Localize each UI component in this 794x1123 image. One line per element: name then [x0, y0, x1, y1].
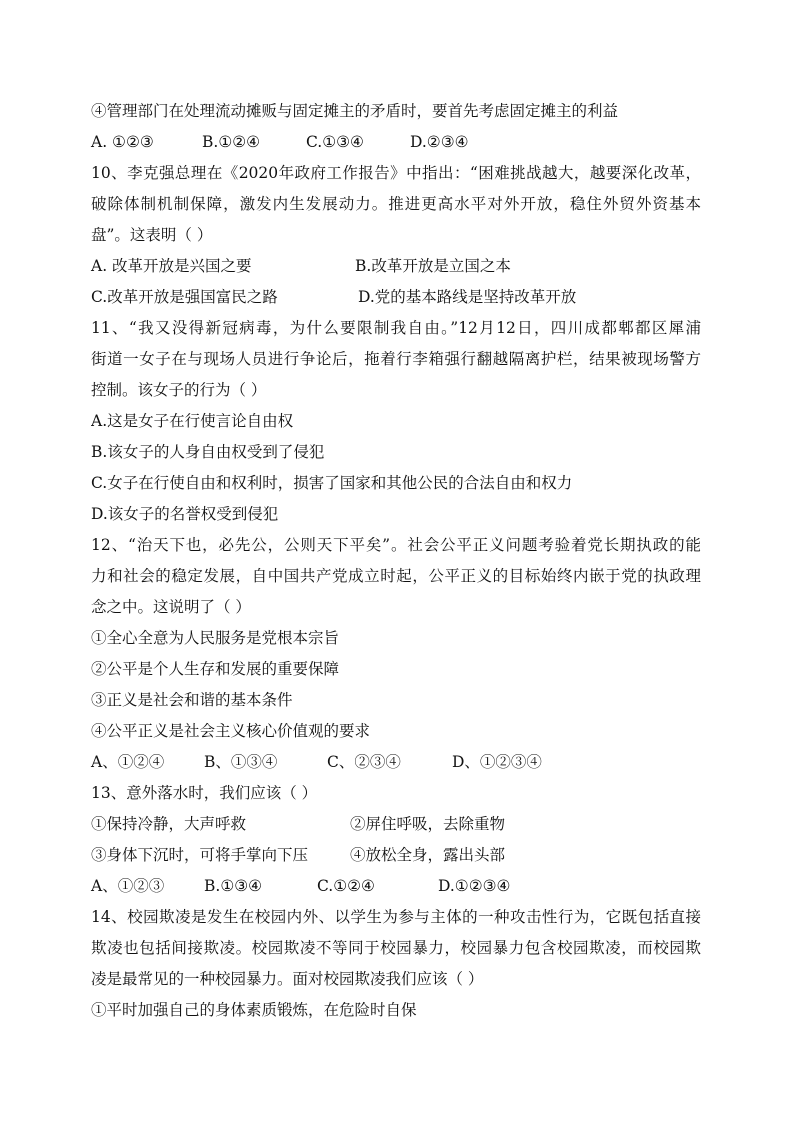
- q12-stem-line-2: 力和社会的稳定发展，自中国共产党成立时起，公平正义的目标始终内嵌于党的执政理: [91, 567, 701, 585]
- q13-items-row-1: [91, 809, 701, 840]
- q12-item-1: ①全心全意为人民服务是党根本宗旨: [91, 629, 340, 647]
- q10-option-b: B.改革开放是立国之本: [355, 257, 511, 275]
- q13-options: [91, 871, 701, 902]
- q12-stem-line-3: 念之中。这说明了（ ）: [91, 598, 251, 616]
- q13-stem: 13、意外落水时，我们应该（ ）: [91, 784, 318, 802]
- q13-item-3: ③身体下沉时，可将手掌向下压: [91, 846, 309, 864]
- q12-option-c: C、②③④: [327, 753, 401, 771]
- q11-option-c: C.女子在行使自由和权利时，损害了国家和其他公民的合法自由和权力: [91, 474, 573, 492]
- q10-stem-line-1: 10、李克强总理在《2020年政府工作报告》中指出：“困难挑战越大，越要深化改革，: [91, 164, 701, 182]
- q12-item-4: ④公平正义是社会主义核心价值观的要求: [91, 722, 371, 740]
- q10-option-a: A. 改革开放是兴国之要: [91, 257, 252, 275]
- prev-option-b: B.①②④: [202, 133, 261, 151]
- q12-option-d: D、①②③④: [452, 753, 542, 771]
- q11-option-d: D.该女子的名誉权受到侵犯: [91, 505, 279, 523]
- q13-option-a: A、①②③: [91, 877, 165, 895]
- prev-option-d: D.②③④: [410, 133, 469, 151]
- exam-content: [91, 96, 701, 1026]
- q13-option-d: D.①②③④: [438, 877, 511, 895]
- q10-option-c: C.改革开放是强国富民之路: [91, 288, 278, 306]
- prev-option-a: A. ①②③: [91, 133, 154, 151]
- q10-options-row-2: [91, 282, 701, 313]
- q14-stem-line-2: 欺凌也包括间接欺凌。校园欺凌不等同于校园暴力，校园暴力包含校园欺凌，而校园欺: [91, 939, 701, 957]
- q12-option-b: B、①③④: [204, 753, 278, 771]
- q12-options: [91, 747, 701, 778]
- prev-question-options: [91, 127, 701, 158]
- q12-option-a: A、①②④: [91, 753, 165, 771]
- q14-stem-line-1: 14、校园欺凌是发生在校园内外、以学生为参与主体的一种攻击性行为，它既包括直接: [91, 908, 701, 926]
- q11-stem-line-2: 街道一女子在与现场人员进行争论后，拖着行李箱强行翻越隔离护栏，结果被现场警方: [91, 350, 701, 368]
- q13-item-2: ②屏住呼吸，去除重物: [350, 815, 506, 833]
- prev-option-c: C.①③④: [306, 133, 364, 151]
- q13-item-1: ①保持冷静，大声呼救: [91, 815, 247, 833]
- q13-items-row-2: [91, 840, 701, 871]
- q12-item-2: ②公平是个人生存和发展的重要保障: [91, 660, 340, 678]
- q13-option-b: B.①③④: [204, 877, 263, 895]
- q11-stem-line-1: 11、“我又没得新冠病毒，为什么要限制我自由。”12月12日，四川成都郫都区犀浦: [91, 319, 701, 337]
- q11-option-b: B.该女子的人身自由权受到了侵犯: [91, 443, 325, 461]
- q12-stem-line-1: 12、“治天下也，必先公，公则天下平矣”。社会公平正义问题考验着党长期执政的能: [91, 536, 701, 554]
- q11-option-a: A.这是女子在行使言论自由权: [91, 412, 294, 430]
- q10-option-d: D.党的基本路线是坚持改革开放: [358, 288, 577, 306]
- q12-item-3: ③正义是社会和谐的基本条件: [91, 691, 293, 709]
- q10-stem-line-2: 破除体制机制保障，激发内生发展动力。推进更高水平对外开放，稳住外贸外资基本: [91, 195, 701, 213]
- q13-item-4: ④放松全身，露出头部: [350, 846, 506, 864]
- q13-option-c: C.①②④: [317, 877, 375, 895]
- q10-options-row-1: [91, 251, 701, 282]
- q10-stem-line-3: 盘”。这表明（ ）: [91, 226, 213, 244]
- q11-stem-line-3: 控制。该女子的行为（ ）: [91, 381, 267, 399]
- q14-stem-line-3: 凌是最常见的一种校园暴力。面对校园欺凌我们应该（ ）: [91, 970, 484, 988]
- prev-question-item-4: ④管理部门在处理流动摊贩与固定摊主的矛盾时，要首先考虑固定摊主的利益: [91, 102, 619, 120]
- q14-item-1: ①平时加强自己的身体素质锻炼，在危险时自保: [91, 1001, 417, 1019]
